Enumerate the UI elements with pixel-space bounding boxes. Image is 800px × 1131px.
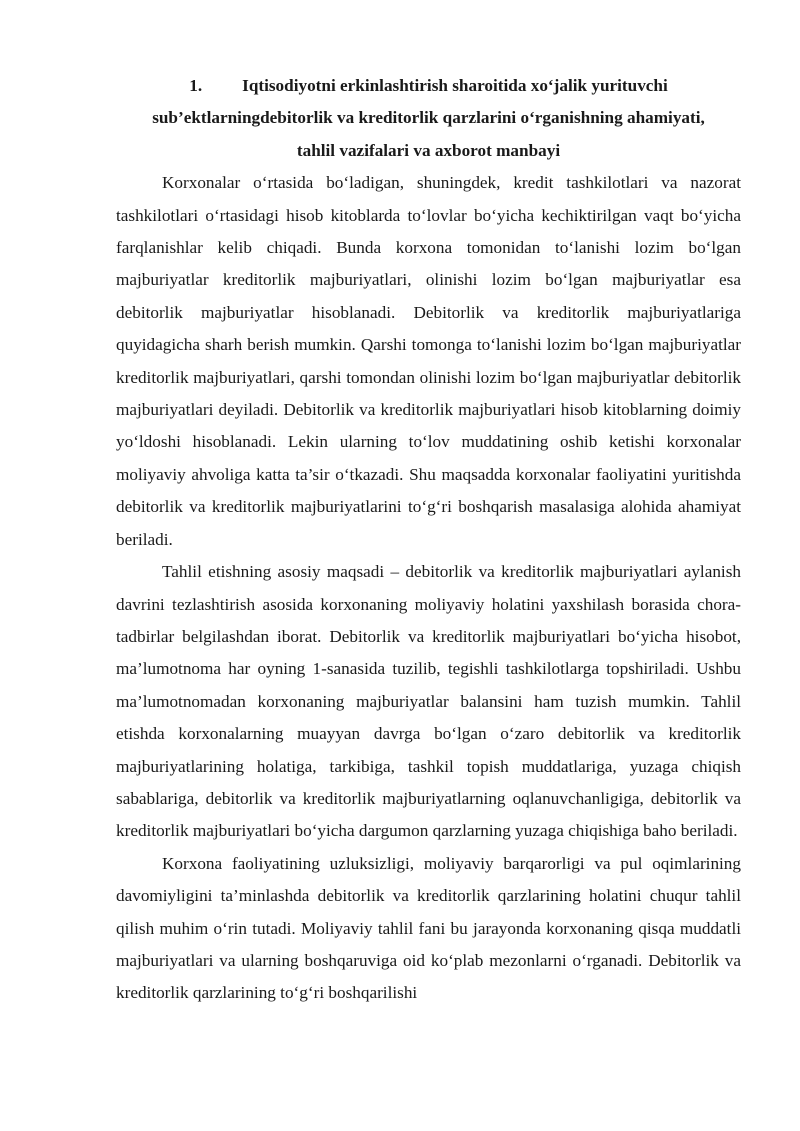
heading-text-1: Iqtisodiyotni erkinlashtirish sharoitida xo‘jalik yurituvchi <box>242 76 668 95</box>
document-page <box>116 70 741 1010</box>
body-paragraph-3: Korxona faoliyatining uzluksizligi, moliyaviy barqarorligi va pul oqimlarining davomiyligini ta’minlashda debitorlik va kreditorlik qarzlarining holatini chuqur tahlil qilish muhim o‘rin tutadi. Moliyaviy tahlil fani bu jarayonda korxonaning qisqa muddatli majburiyatlari va ularning boshqaruviga oid ko‘plab mezonlarni o‘rganadi. Debitorlik va kreditorlik qarzlarining to‘g‘ri boshqarilishi <box>116 853 741 1003</box>
heading-line-2: sub’ektlarningdebitorlik va kreditorlik qarzlarini o‘rganishning ahamiyati, <box>152 108 705 128</box>
section-number: 1. <box>189 76 203 95</box>
section-heading <box>116 70 741 167</box>
body-paragraph-2: Tahlil etishning asosiy maqsadi – debitorlik va kreditorlik majburiyatlari aylanish davrini tezlashtirish asosida korxonaning moliyaviy holatini yaxshilash borasida chora-tadbirlar belgilashdan iborat. Debitorlik va kreditorlik majburiyatlari bo‘yicha hisobot, ma’lumotnoma har oyning 1-sanasida tuzilib, tegishli tashkilotlarga topshiriladi. Ushbu ma’lumotnomadan korxonaning majburiyatlar balansini ham tuzish mumkin. Tahlil etishda korxonalarning muayyan davrga bo‘lgan o‘zaro debitorlik va kreditorlik majburiyatlarining holatiga, tarkibiga, tashkil topish muddatlariga, yuzaga chiqish sabablariga, debitorlik va kreditorlik majburiyatlarning oqlanuvchanligiga, debitorlik va kreditorlik majburiyatlari bo‘yicha dargumon qarzlarning yuzaga chiqishiga baho beriladi. <box>116 562 741 841</box>
heading-line-1 <box>189 76 668 95</box>
body-paragraph-1: Korxonalar o‘rtasida bo‘ladigan, shuningdek, kredit tashkilotlari va nazorat tashkilotlari o‘rtasidagi hisob kitoblarda to‘lovlar bo‘yicha kechiktirilgan vaqt bo‘yicha farqlanishlar kelib chiqadi. Bunda korxona tomonidan to‘lanishi lozim bo‘lgan majburiyatlar kreditorlik majburiyatlari, olinishi lozim bo‘lgan majburiyatlar esa debitorlik majburiyatlar hisoblanadi. Debitorlik va kreditorlik majburiyatlariga quyidagicha sharh berish mumkin. Qarshi tomonga to‘lanishi lozim bo‘lgan majburiyatlar kreditorlik majburiyatlari, qarshi tomondan olinishi lozim bo‘lgan majburiyatlar debitorlik majburiyatlari deyiladi. Debitorlik va kreditorlik majburiyatlari hisob kitoblarning doimiy yo‘ldoshi hisoblanadi. Lekin ularning to‘lov muddatining oshib ketishi korxonalar moliyaviy ahvoliga katta ta’sir o‘tkazadi. Shu maqsadda korxonalar faoliyatini yuritishda debitorlik va kreditorlik majburiyatlarini to‘g‘ri boshqarish masalasiga alohida ahamiyat beriladi. <box>116 173 741 549</box>
heading-line-3: tahlil vazifalari va axborot manbayi <box>296 140 561 160</box>
